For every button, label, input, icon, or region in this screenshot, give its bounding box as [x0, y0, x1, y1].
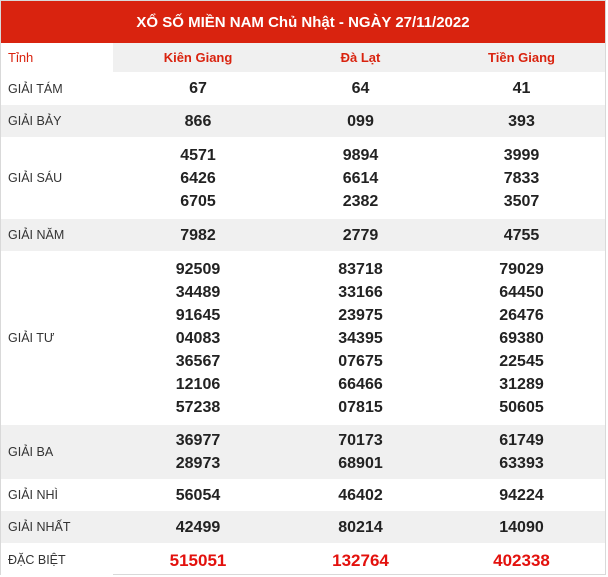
prize-row — [1, 425, 605, 479]
prize-cell — [113, 251, 283, 425]
prize-number: 36977 — [175, 432, 221, 449]
prize-cell — [283, 72, 438, 105]
prize-cell — [283, 137, 438, 219]
prize-cell — [113, 137, 283, 219]
prize-number: 66466 — [338, 375, 383, 393]
table-header-row — [1, 43, 605, 72]
prize-number: 4755 — [503, 226, 540, 244]
prize-cell — [438, 479, 605, 511]
prize-cell — [438, 511, 605, 543]
prize-number: 6705 — [180, 192, 216, 210]
prize-row — [1, 105, 605, 137]
prize-cell — [283, 543, 438, 577]
prize-number: 36567 — [175, 352, 221, 370]
prize-row — [1, 251, 605, 425]
prize-cell — [438, 425, 605, 479]
prize-number: 70173 — [338, 432, 383, 449]
prize-cell — [283, 479, 438, 511]
prize-number: 56054 — [175, 486, 221, 504]
prize-number: 393 — [508, 112, 535, 130]
prize-cell — [283, 219, 438, 251]
prize-cell — [438, 72, 605, 105]
prize-number: 07675 — [338, 352, 383, 370]
prize-number: 4571 — [180, 146, 216, 164]
prize-cell — [438, 543, 605, 577]
prize-cell — [283, 251, 438, 425]
prize-number: 22545 — [499, 352, 544, 370]
prize-number: 402338 — [493, 550, 550, 570]
prize-label: GIẢI NĂM — [1, 219, 113, 251]
prize-number: 46402 — [338, 486, 383, 504]
prize-number: 34489 — [175, 283, 221, 301]
prize-number: 31289 — [499, 375, 544, 393]
prize-number: 68901 — [338, 455, 383, 472]
prize-number: 28973 — [175, 455, 221, 472]
prize-cell — [283, 425, 438, 479]
prize-number: 04083 — [175, 329, 221, 347]
prize-number: 9894 — [342, 146, 379, 164]
prize-row — [1, 219, 605, 251]
page-title: XỔ SỐ MIỀN NAM Chủ Nhật - NGÀY 27/11/2022 — [1, 1, 605, 43]
prize-row — [1, 137, 605, 219]
prize-number: 61749 — [499, 432, 544, 449]
prize-number: 83718 — [338, 260, 383, 278]
results-table — [1, 43, 605, 577]
prize-row — [1, 543, 605, 577]
prize-number: 26476 — [499, 306, 544, 324]
prize-label: GIẢI NHÌ — [1, 479, 113, 511]
prize-number: 63393 — [499, 455, 544, 472]
prize-label: GIẢI SÁU — [1, 137, 113, 219]
prize-number: 3507 — [503, 192, 540, 210]
prize-number: 866 — [184, 112, 212, 130]
province-kien-giang[interactable]: Kiên Giang — [113, 43, 283, 72]
prize-number: 80214 — [338, 518, 383, 536]
prize-number: 79029 — [499, 260, 544, 278]
prize-number: 34395 — [338, 329, 383, 347]
province-tien-giang[interactable]: Tiền Giang — [438, 43, 605, 72]
prize-number: 94224 — [499, 486, 544, 504]
prize-number: 7833 — [503, 169, 540, 187]
prize-number: 64 — [351, 80, 370, 97]
prize-cell — [113, 425, 283, 479]
prize-cell — [283, 105, 438, 137]
prize-cell — [113, 543, 283, 577]
prize-number: 50605 — [499, 398, 544, 416]
prize-number: 92509 — [175, 260, 221, 278]
prize-number: 515051 — [169, 550, 227, 570]
prize-row — [1, 479, 605, 511]
results-body — [1, 72, 605, 577]
province-column-label: Tỉnh — [1, 43, 113, 72]
prize-row — [1, 72, 605, 105]
prize-number: 6426 — [180, 169, 216, 187]
prize-label: GIẢI BA — [1, 425, 113, 479]
prize-number: 07815 — [338, 398, 383, 416]
prize-label: GIẢI NHẤT — [1, 511, 113, 543]
prize-number: 23975 — [338, 306, 383, 324]
prize-number: 2382 — [342, 192, 379, 210]
prize-label: GIẢI TÁM — [1, 72, 113, 105]
prize-number: 69380 — [499, 329, 544, 347]
prize-label: ĐẶC BIỆT — [1, 543, 113, 577]
prize-number: 64450 — [499, 283, 544, 301]
prize-number: 12106 — [175, 375, 221, 393]
prize-number: 132764 — [332, 550, 389, 570]
prize-cell — [113, 105, 283, 137]
prize-number: 2779 — [342, 226, 379, 244]
prize-label: GIẢI TƯ — [1, 251, 113, 425]
prize-number: 14090 — [499, 518, 544, 536]
prize-label: GIẢI BẢY — [1, 105, 113, 137]
prize-cell — [283, 511, 438, 543]
prize-number: 42499 — [175, 518, 221, 536]
prize-cell — [113, 479, 283, 511]
prize-cell — [438, 219, 605, 251]
prize-cell — [113, 219, 283, 251]
prize-cell — [438, 137, 605, 219]
prize-row — [1, 511, 605, 543]
prize-number: 33166 — [338, 283, 383, 301]
prize-number: 099 — [347, 112, 374, 130]
prize-cell — [438, 105, 605, 137]
prize-number: 57238 — [175, 398, 221, 416]
province-da-lat[interactable]: Đà Lạt — [283, 43, 438, 72]
prize-number: 41 — [512, 80, 531, 97]
prize-number: 7982 — [180, 226, 216, 244]
prize-number: 6614 — [342, 169, 379, 187]
prize-number: 67 — [189, 80, 207, 97]
prize-cell — [113, 511, 283, 543]
prize-number: 91645 — [175, 306, 221, 324]
prize-number: 3999 — [503, 146, 540, 164]
prize-cell — [113, 72, 283, 105]
prize-cell — [438, 251, 605, 425]
